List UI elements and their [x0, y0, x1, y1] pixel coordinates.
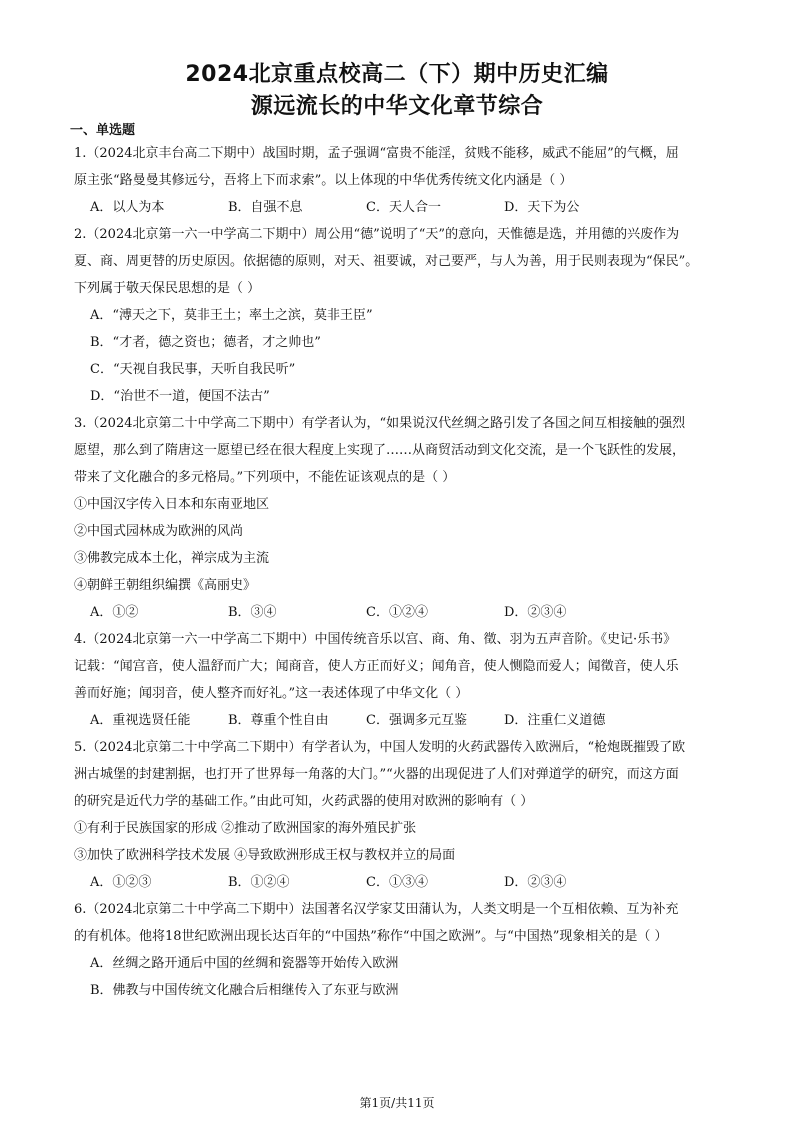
statement-2: ②中国式园林成为欧洲的风尚 [74, 524, 244, 539]
question-1-stem-line-1: 1.（2024北京丰台高二下期中）战国时期，孟子强调“富贵不能淫，贫贱不能移，威武不能屈”的气概，屈 [74, 146, 679, 161]
document-title: 2024北京重点校高二（下）期中历史汇编 [185, 62, 609, 87]
question-5-stem-line-3: 的研究是近代力学的基础工作。”由此可知，火药武器的使用对欧洲的影响有（ ） [74, 794, 534, 809]
question-4-stem-line-1: 4.（2024北京第一六一中学高二下期中）中国传统音乐以宫、商、角、徵、羽为五声音阶。《史记·乐书》 [74, 632, 677, 647]
option-b[interactable]: B．“才者，德之资也；德者，才之帅也” [90, 335, 321, 350]
option-c[interactable]: C．①②④ [366, 605, 428, 620]
question-list [70, 122, 722, 1004]
question-5-options [74, 869, 722, 896]
statement-row-1: ①有利于民族国家的形成 ②推动了欧洲国家的海外殖民扩张 [74, 821, 417, 836]
question-5-stem-line-1: 5.（2024北京第二十中学高二下期中）有学者认为，中国人发明的火药武器传入欧洲后，“枪炮既摧毁了欧 [74, 740, 686, 755]
question-1-stem-line-2: 原主张“路曼曼其修远兮，吾将上下而求索”。以上体现的中华优秀传统文化内涵是（ ） [74, 173, 573, 188]
statement-4: ④朝鲜王朝组织编撰《高丽史》 [74, 578, 257, 593]
question-4-options [74, 707, 722, 734]
question-3-stem-line-1: 3.（2024北京第二十中学高二下期中）有学者认为，“如果说汉代丝绸之路引发了各国之间互相接触的强烈 [74, 416, 686, 431]
question-6-stem-line-2: 的有机体。他将18世纪欧洲出现长达百年的“中国热”称作“中国之欧洲”。与“中国热”现象相关的是（ ） [74, 929, 668, 944]
question-2-stem-line-1: 2.（2024北京第一六一中学高二下期中）周公用“德”说明了“天”的意向，天惟德是选，并用德的兴废作为 [74, 227, 680, 242]
question-2-stem-line-3: 下列属于敬天保民思想的是（ ） [74, 281, 261, 296]
page-number: 第1页/共11页 [359, 1096, 435, 1110]
option-a[interactable]: A．丝绸之路开通后中国的丝绸和瓷器等开始传入欧洲 [90, 956, 399, 971]
option-b[interactable]: B．③④ [228, 605, 277, 620]
option-d[interactable]: D．②③④ [504, 875, 567, 890]
question-4-stem-line-3: 善而好施；闻羽音，使人整齐而好礼。”这一表述体现了中华文化（ ） [74, 686, 469, 701]
question-3 [74, 410, 722, 626]
option-b[interactable]: B．佛教与中国传统文化融合后相继传入了东亚与欧洲 [90, 983, 399, 998]
option-b[interactable]: B．①②④ [228, 875, 290, 890]
question-2-stem-line-2: 夏、商、周更替的历史原因。依据德的原则，对天、祖要诚，对己要严，与人为善，用于民则表现为“保民”。 [74, 254, 699, 269]
option-d[interactable]: D．注重仁义道德 [504, 713, 606, 728]
option-a[interactable]: A．“溥天之下，莫非王土；率土之滨，莫非王臣” [90, 308, 373, 323]
question-4-stem-line-2: 记载：“闻宫音，使人温舒而广大；闻商音，使人方正而好义；闻角音，使人恻隐而爱人；闻徵音，使人乐 [74, 659, 679, 674]
option-d[interactable]: D．“治世不一道，便国不法古” [90, 389, 270, 404]
option-c[interactable]: C．强调多元互鉴 [366, 713, 467, 728]
question-2 [74, 221, 722, 410]
option-c[interactable]: C．①③④ [366, 875, 428, 890]
question-1 [74, 140, 722, 221]
document-subtitle: 源远流长的中华文化章节综合 [250, 94, 544, 119]
option-d[interactable]: D．②③④ [504, 605, 567, 620]
question-4 [74, 626, 722, 734]
option-c[interactable]: C．“天视自我民事，天听自我民听” [90, 362, 296, 377]
option-a[interactable]: A．重视选贤任能 [90, 713, 191, 728]
option-d[interactable]: D．天下为公 [504, 200, 580, 215]
option-a[interactable]: A．以人为本 [90, 200, 165, 215]
statement-row-2: ③加快了欧洲科学技术发展 ④导致欧洲形成王权与教权并立的局面 [74, 848, 456, 863]
question-1-options [74, 194, 722, 221]
question-3-stem-line-2: 愿望，那么到了隋唐这一愿望已经在很大程度上实现了……从商贸活动到文化交流，是一个飞跃性的发展， [74, 443, 686, 458]
question-5-stem-line-2: 洲古城堡的封建割据，也打开了世界每一角落的大门。”“火器的出现促进了人们对弹道学的研究，而这方面 [74, 767, 679, 782]
statement-1: ①中国汉字传入日本和东南亚地区 [74, 497, 270, 512]
question-3-options [74, 599, 722, 626]
section-heading: 一、单选题 [70, 123, 136, 138]
question-6-stem-line-1: 6.（2024北京第二十中学高二下期中）法国著名汉学家艾田蒲认为，人类文明是一个互相依赖、互为补充 [74, 902, 679, 917]
question-6 [74, 896, 722, 1004]
option-a[interactable]: A．①②③ [90, 875, 152, 890]
statement-3: ③佛教完成本土化，禅宗成为主流 [74, 551, 270, 566]
question-3-stem-line-3: 带来了文化融合的多元格局。”下列项中，不能佐证该观点的是（ ） [74, 470, 456, 485]
option-a[interactable]: A．①② [90, 605, 139, 620]
option-b[interactable]: B．自强不息 [228, 200, 303, 215]
option-b[interactable]: B．尊重个性自由 [228, 713, 329, 728]
question-5 [74, 734, 722, 896]
option-c[interactable]: C．天人合一 [366, 200, 441, 215]
